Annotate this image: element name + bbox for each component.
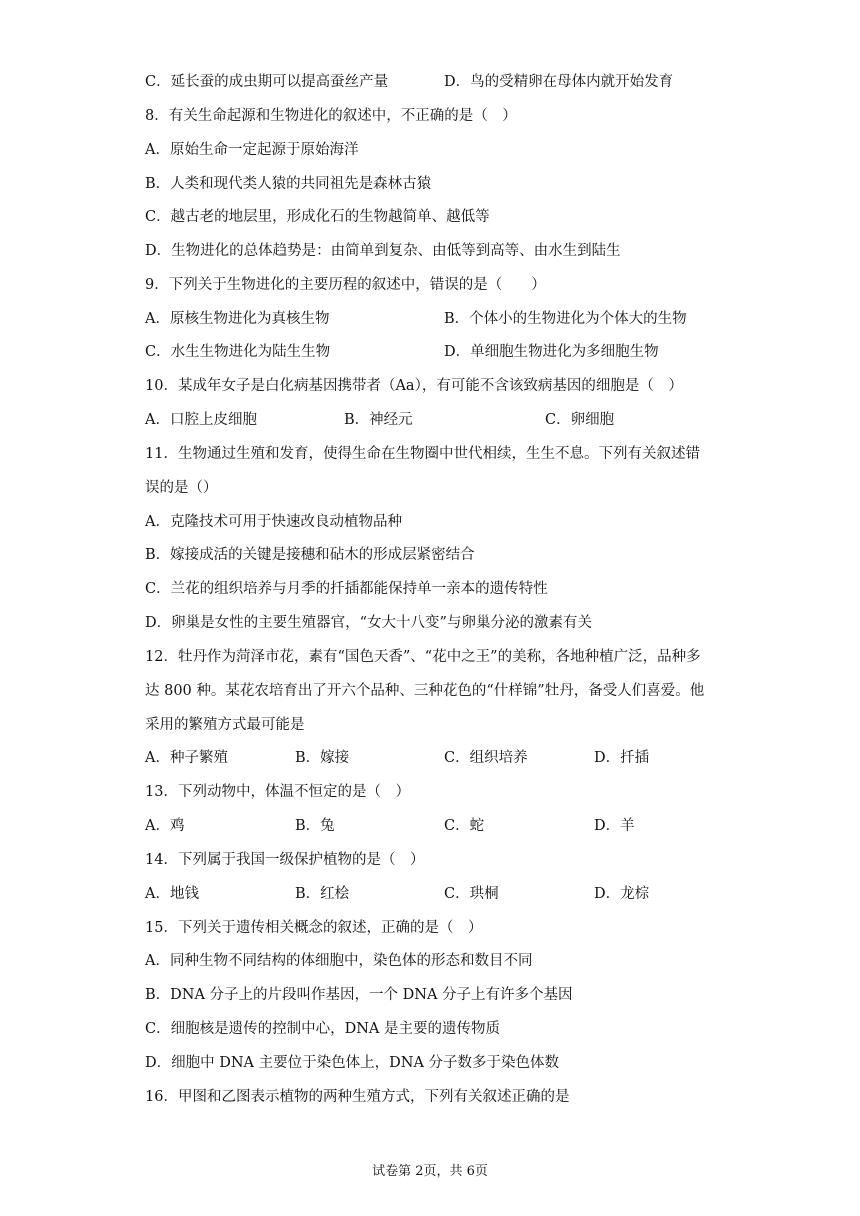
q15-option-b: B．DNA 分子上的片段叫作基因，一个 DNA 分子上有许多个基因: [145, 987, 573, 1003]
q13-stem: 13．下列动物中，体温不恒定的是（ ）: [145, 784, 410, 800]
q14-option-c: C．珙桐: [444, 886, 499, 902]
q7-option-d: D．鸟的受精卵在母体内就开始发育: [444, 74, 674, 90]
q9-stem: 9．下列关于生物进化的主要历程的叙述中，错误的是（ ）: [145, 277, 546, 293]
q9-option-b: B．个体小的生物进化为个体大的生物: [444, 311, 687, 327]
q8-option-a: A．原始生命一定起源于原始海洋: [145, 142, 359, 158]
page-footer: 试卷第 2页，共 6页: [372, 1164, 488, 1179]
q13-option-c: C．蛇: [444, 818, 485, 834]
q12-option-c: C．组织培养: [444, 750, 528, 766]
q10-stem: 10．某成年女子是白化病基因携带者（Aa），有可能不含该致病基因的细胞是（ ）: [145, 378, 683, 394]
q13-option-a: A．鸡: [145, 818, 185, 834]
q11-stem-line2: 误的是（）: [145, 480, 218, 496]
q11-stem-line1: 11．生物通过生殖和发育，使得生命在生物圈中世代相续，生生不息。下列有关叙述错: [145, 446, 700, 462]
q13-option-d: D．羊: [594, 818, 635, 834]
q9-option-a: A．原核生物进化为真核生物: [145, 311, 330, 327]
q14-option-a: A．地钱: [145, 886, 199, 902]
q16-stem: 16．甲图和乙图表示植物的两种生殖方式，下列有关叙述正确的是: [145, 1089, 570, 1105]
q14-option-d: D．龙棕: [594, 886, 650, 902]
q9-option-c: C．水生生物进化为陆生生物: [145, 344, 331, 360]
q12-option-d: D．扦插: [594, 750, 650, 766]
q8-option-d: D．生物进化的总体趋势是：由简单到复杂、由低等到高等、由水生到陆生: [145, 243, 621, 259]
q11-option-b: B．嫁接成活的关键是接穗和砧木的形成层紧密结合: [145, 547, 475, 563]
q9-option-d: D．单细胞生物进化为多细胞生物: [444, 344, 659, 360]
q11-option-d: D．卵巢是女性的主要生殖器官，“女大十八变”与卵巢分泌的激素有关: [145, 615, 592, 631]
q10-option-b: B．神经元: [344, 412, 413, 428]
q12-stem-line2: 达 800 种。某花农培育出了开六个品种、三种花色的“什样锦”牡丹，备受人们喜爱。他: [145, 683, 705, 699]
q10-option-c: C．卵细胞: [545, 412, 615, 428]
q11-option-c: C．兰花的组织培养与月季的扦插都能保持单一亲本的遗传特性: [145, 581, 548, 597]
q15-stem: 15．下列关于遗传相关概念的叙述，正确的是（ ）: [145, 920, 483, 936]
q12-stem-line3: 采用的繁殖方式最可能是: [145, 717, 305, 733]
q15-option-a: A．同种生物不同结构的体细胞中，染色体的形态和数目不同: [145, 953, 533, 969]
q10-option-a: A．口腔上皮细胞: [145, 412, 257, 428]
q13-option-b: B．兔: [295, 818, 335, 834]
q12-option-a: A．种子繁殖: [145, 750, 228, 766]
q15-option-d: D．细胞中 DNA 主要位于染色体上，DNA 分子数多于染色体数: [145, 1055, 560, 1071]
q8-stem: 8．有关生命起源和生物进化的叙述中，不正确的是（ ）: [145, 108, 517, 124]
q11-option-a: A．克隆技术可用于快速改良动植物品种: [145, 514, 402, 530]
q8-option-b: B．人类和现代类人猿的共同祖先是森林古猿: [145, 176, 432, 192]
q12-stem-line1: 12．牡丹作为菏泽市花，素有“国色天香”、“花中之王”的美称，各地种植广泛，品种多: [145, 649, 701, 665]
q7-option-c: C．延长蚕的成虫期可以提高蚕丝产量: [145, 74, 389, 90]
q8-option-c: C．越古老的地层里，形成化石的生物越简单、越低等: [145, 209, 490, 225]
q15-option-c: C．细胞核是遗传的控制中心，DNA 是主要的遗传物质: [145, 1021, 500, 1037]
q14-option-b: B．红桧: [295, 886, 350, 902]
q14-stem: 14．下列属于我国一级保护植物的是（ ）: [145, 852, 425, 868]
q12-option-b: B．嫁接: [295, 750, 350, 766]
